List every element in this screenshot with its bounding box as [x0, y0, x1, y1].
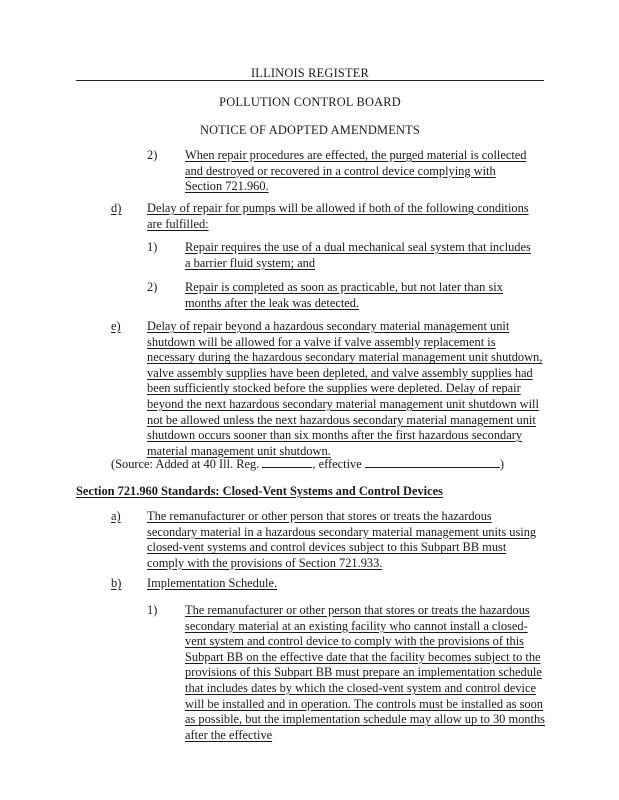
paragraph-text: The remanufacturer or other person that stores or treats the hazardous secondary material at an existing facility who cannot install a closed-vent system and control device to comply with the provisions of this Subpart BB on the effective date that the facility becomes subject to the provisions of this Subpart BB must prepare an implementation schedule that includes dates by which the closed-vent system and control device will be installed and in operation. The controls must be installed as soon as possible, but the implementation schedule may allow up to 30 months after the effective	[185, 603, 545, 742]
blank-line	[365, 456, 500, 468]
item-number: 2)	[147, 148, 158, 162]
register-title: ILLINOIS REGISTER	[250, 66, 369, 80]
item-number: 1)	[147, 240, 158, 254]
source-note	[111, 456, 541, 473]
paragraph-text: Delay of repair for pumps will be allowed if both of the following conditions are fulfilled:	[147, 201, 529, 231]
blank-line	[262, 456, 312, 468]
board-title: POLLUTION CONTROL BOARD	[219, 95, 401, 109]
source-middle: , effective	[312, 457, 362, 471]
paragraph-text: When repair procedures are effected, the purged material is collected and destroyed or recovered in a control device complying with Section 721.960.	[185, 148, 527, 194]
paragraph-text: The remanufacturer or other person that stores or treats the hazardous secondary material in a hazardous secondary material management units using closed-vent systems and control devices subject to this Subpart BB must comply with the provisions of Section 721.933.	[147, 509, 537, 570]
paragraph-text: Repair requires the use of a dual mechanical seal system that includes a barrier fluid system; and	[185, 240, 531, 270]
subsection-label: a)	[111, 509, 121, 523]
item-number: 1)	[147, 603, 158, 617]
paragraph-text: Implementation Schedule.	[147, 576, 278, 590]
item-number: 2)	[147, 280, 158, 294]
subsection-label: b)	[111, 576, 122, 590]
section-heading: Section 721.960 Standards: Closed-Vent Systems and Control Devices	[76, 484, 443, 498]
notice-title: NOTICE OF ADOPTED AMENDMENTS	[199, 123, 421, 137]
paragraph-text: Repair is completed as soon as practicable, but not later than six months after the leak was detected.	[185, 280, 503, 310]
paragraph-text: Delay of repair beyond a hazardous secondary material management unit shutdown will be allowed for a valve if valve assembly replacement is necessary during the hazardous secondary material management unit shutdown, valve assembly supplies have been depleted, and valve assembly supplies had been sufficiently stocked before the supplies were depleted. Delay of repair beyond the next hazardous secondary material management unit shutdown will not be allowed unless the next hazardous secondary material management unit shutdown occurs sooner than six months after the first hazardous secondary material management unit shutdown.	[147, 319, 543, 458]
source-suffix: )	[499, 457, 504, 471]
subsection-label: e)	[111, 319, 121, 333]
subsection-label: d)	[111, 201, 122, 215]
source-prefix: (Source: Added at 40 Ill. Reg.	[111, 457, 260, 471]
